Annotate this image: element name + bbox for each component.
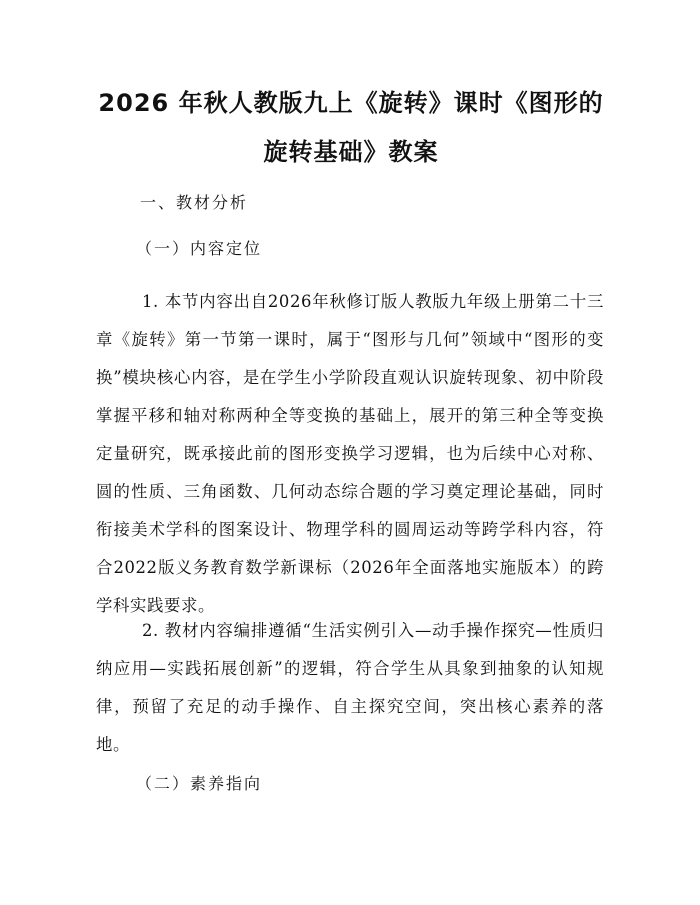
paragraph-content-arrangement: 2. 教材内容编排遵循“生活实例引入—动手操作探究—性质归纳应用—实践拓展创新”的逻辑，符合学生从具象到抽象的认知规律，预留了充足的动手操作、自主探究空间，突出核心素养的落地。 [96,621,604,754]
document-title-line-1: 2026 年秋人教版九上《旋转》课时《图形的 [98,89,604,117]
subsection-heading-content-positioning: （一）内容定位 [136,239,263,258]
section-heading-textbook-analysis: 一、教材分析 [140,193,249,212]
subsection-heading-literacy-orientation: （二）素养指向 [136,774,263,793]
document-title-line-2: 旋转基础》教案 [263,138,439,166]
paragraph-content-source: 1. 本节内容出自2026年秋修订版人教版九年级上册第二十三章《旋转》第一节第一课时，属于“图形与几何”领域中“图形的变换”模块核心内容，是在学生小学阶段直观认识旋转现象、初中阶段掌握平移和轴对称两种全等变换的基础上，展开的第三种全等变换定量研究，既承接此前的图形变换学习逻辑，也为后续中心对称、圆的性质、三角函数、几何动态综合题的学习奠定理论基础，同时衔接美术学科的图案设计、物理学科的圆周运动等跨学科内容，符合2022版义务教育数学新课标（2026年全面落地实施版本）的跨学科实践要求。 [96,292,604,615]
